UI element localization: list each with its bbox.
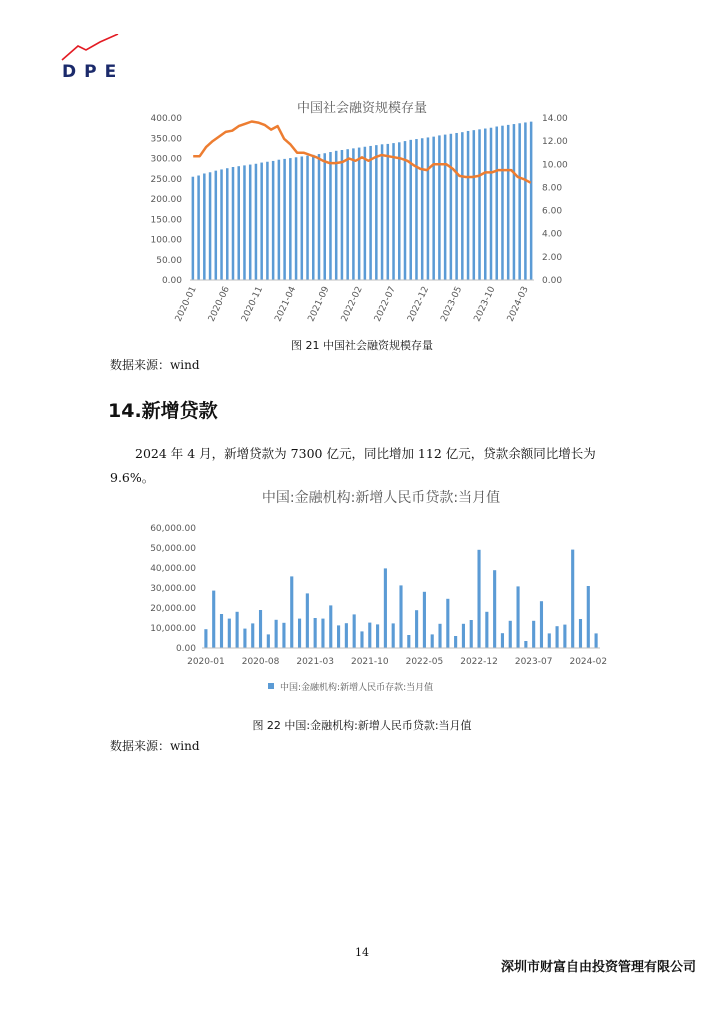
bar [467, 131, 470, 280]
bar [318, 154, 321, 280]
bar [323, 153, 326, 280]
bar [470, 620, 473, 648]
section-heading: 14.新增贷款 [108, 400, 218, 422]
y-left-tick-label: 200.00 [150, 195, 182, 205]
bar [446, 599, 449, 648]
bar [473, 130, 476, 280]
bar [249, 165, 252, 280]
bar [384, 568, 387, 648]
y-left-tick-label: 250.00 [150, 174, 182, 185]
bar [438, 135, 441, 280]
bar [341, 150, 344, 280]
y-left-tick-label: 400.00 [150, 114, 182, 124]
y-right-tick-label: 2.00 [542, 252, 563, 263]
y-right-tick-label: 6.00 [542, 206, 563, 217]
bar [513, 124, 516, 280]
x-tick-label: 2022-12 [406, 285, 432, 324]
bar [409, 140, 412, 280]
bar [260, 163, 263, 280]
bar [290, 576, 293, 648]
x-tick-label: 2024-03 [505, 285, 531, 324]
y-tick-label: 40,000.00 [150, 564, 196, 574]
y-tick-label: 60,000.00 [150, 524, 196, 534]
bar [556, 626, 559, 648]
bar [563, 625, 566, 648]
bar [228, 619, 231, 648]
bar [478, 129, 481, 280]
figure-22-source: 数据来源：wind [110, 739, 200, 753]
bar [407, 635, 410, 648]
y-tick-label: 50,000.00 [150, 544, 196, 554]
bar [398, 142, 401, 280]
bar [524, 641, 527, 648]
x-tick-label: 2021-10 [350, 657, 389, 667]
x-tick-label: 2022-02 [339, 285, 365, 324]
bar [329, 152, 332, 280]
bar [295, 157, 298, 280]
bar [587, 586, 590, 648]
bar [455, 133, 458, 280]
x-tick-label: 2022-07 [372, 285, 398, 324]
bar [266, 162, 269, 280]
y-tick-label: 10,000.00 [150, 624, 196, 634]
bar [368, 623, 371, 648]
bar [353, 614, 356, 648]
y-tick-label: 0.00 [175, 644, 196, 654]
page-number: 14 [355, 946, 369, 959]
bar [278, 160, 281, 280]
bar [493, 570, 496, 648]
bar [209, 172, 212, 280]
bar [275, 620, 278, 648]
bar [477, 550, 480, 648]
bar [335, 151, 338, 280]
figure-21-source: 数据来源：wind [110, 358, 200, 372]
bar [220, 169, 223, 280]
bar [579, 619, 582, 648]
figure-22-caption: 图 22 中国:金融机构:新增人民币贷款:当月值 [252, 719, 472, 732]
y-tick-label: 20,000.00 [150, 604, 196, 614]
logo-swoosh [60, 34, 120, 62]
bar [501, 126, 504, 280]
x-tick-label: 2020-01 [173, 285, 199, 324]
bar [530, 122, 533, 280]
bar [243, 629, 246, 648]
y-right-tick-label: 4.00 [542, 229, 563, 240]
bar [454, 636, 457, 648]
chart-social-financing-stock [140, 92, 580, 338]
x-tick-label: 2022-12 [460, 657, 498, 667]
bar [220, 614, 223, 648]
bar [321, 619, 324, 648]
bar [423, 592, 426, 648]
bar [212, 591, 215, 648]
bar [345, 623, 348, 648]
chart-title: 中国社会融资规模存量 [296, 101, 428, 116]
bar [306, 156, 309, 280]
bar [259, 610, 262, 648]
section-paragraph: 2024 年 4 月，新增贷款为 7300 亿元，同比增加 112 亿元，贷款余额同比增长为 9.6%。 [110, 446, 596, 485]
bar [251, 623, 254, 648]
bar [415, 139, 418, 280]
y-right-tick-label: 10.00 [542, 160, 568, 171]
bar [392, 623, 395, 648]
bar [215, 171, 218, 280]
y-right-tick-label: 0.00 [542, 276, 563, 286]
y-left-tick-label: 150.00 [150, 215, 182, 226]
logo-text: DPE [62, 62, 125, 82]
bar [352, 148, 355, 280]
x-tick-label: 2021-04 [273, 285, 299, 324]
bar [329, 605, 332, 648]
bar [518, 123, 521, 280]
y-tick-label: 30,000.00 [150, 584, 196, 594]
x-tick-label: 2020-06 [206, 285, 232, 324]
bar [358, 148, 361, 280]
bar [571, 550, 574, 648]
bar [381, 144, 384, 280]
bar [364, 147, 367, 280]
bar [243, 165, 246, 280]
bar [337, 625, 340, 648]
bar [282, 623, 285, 648]
y-left-tick-label: 300.00 [150, 154, 182, 165]
bar [484, 129, 487, 280]
y-right-tick-label: 12.00 [542, 137, 568, 148]
bar [298, 619, 301, 648]
bar [431, 634, 434, 648]
y-left-tick-label: 100.00 [150, 235, 182, 246]
bar [427, 137, 430, 280]
chart-title: 中国:金融机构:新增人民币贷款:当月值 [261, 490, 501, 506]
bar [438, 624, 441, 648]
x-tick-label: 2023-10 [472, 285, 498, 324]
y-left-tick-label: 0.00 [161, 276, 182, 286]
bar [399, 585, 402, 648]
x-tick-label: 2024-02 [569, 657, 608, 667]
legend-swatch [268, 683, 274, 689]
bar [444, 135, 447, 280]
bar [509, 621, 512, 648]
bar [283, 159, 286, 280]
legend-label: 中国:金融机构:新增人民币存款:当月值 [280, 683, 434, 693]
x-tick-label: 2020-11 [240, 285, 266, 324]
x-tick-label: 2023-05 [439, 285, 465, 324]
x-tick-label: 2023-07 [514, 657, 553, 667]
y-left-tick-label: 50.00 [156, 255, 182, 266]
bar [314, 618, 317, 648]
x-tick-label: 2021-03 [296, 657, 334, 667]
bar [360, 631, 363, 648]
y-right-tick-label: 14.00 [542, 114, 568, 124]
bar [272, 161, 275, 280]
bar [376, 624, 379, 648]
bar [421, 138, 424, 280]
bar [450, 134, 453, 280]
bar [404, 141, 407, 280]
bar [255, 164, 258, 280]
bar [203, 173, 206, 280]
bar [532, 621, 535, 648]
bar [595, 633, 598, 648]
bar [226, 168, 229, 280]
bar [306, 593, 309, 648]
bar [312, 155, 315, 280]
bar [507, 125, 510, 280]
bar [548, 633, 551, 648]
bar [192, 177, 195, 280]
bar [485, 612, 488, 648]
bar [369, 146, 372, 280]
bar [461, 132, 464, 280]
y-left-tick-label: 350.00 [150, 134, 182, 145]
bar [524, 122, 527, 280]
bar [392, 143, 395, 280]
company-name: 深圳市财富自由投资管理有限公司 [500, 960, 696, 975]
bar [236, 612, 239, 648]
bar [540, 601, 543, 648]
bar [301, 156, 304, 280]
chart-new-rmb-loans [130, 480, 610, 700]
y-right-tick-label: 8.00 [542, 183, 563, 194]
bar [432, 137, 435, 280]
bar [495, 127, 498, 280]
bar [267, 634, 270, 648]
bar [501, 633, 504, 648]
x-tick-label: 2020-01 [187, 657, 225, 667]
bar [387, 144, 390, 280]
bar [415, 610, 418, 648]
x-tick-label: 2022-05 [405, 657, 444, 667]
bar [375, 145, 378, 280]
bar [289, 158, 292, 280]
bar [197, 176, 200, 280]
bar [204, 629, 207, 648]
bar [490, 128, 493, 280]
bar [237, 166, 240, 280]
bar [232, 167, 235, 280]
x-tick-label: 2021-09 [306, 285, 332, 324]
figure-21-caption: 图 21 中国社会融资规模存量 [291, 339, 433, 352]
x-tick-label: 2020-08 [241, 657, 280, 667]
bar [346, 149, 349, 280]
bar [516, 586, 519, 648]
bar [462, 624, 465, 648]
